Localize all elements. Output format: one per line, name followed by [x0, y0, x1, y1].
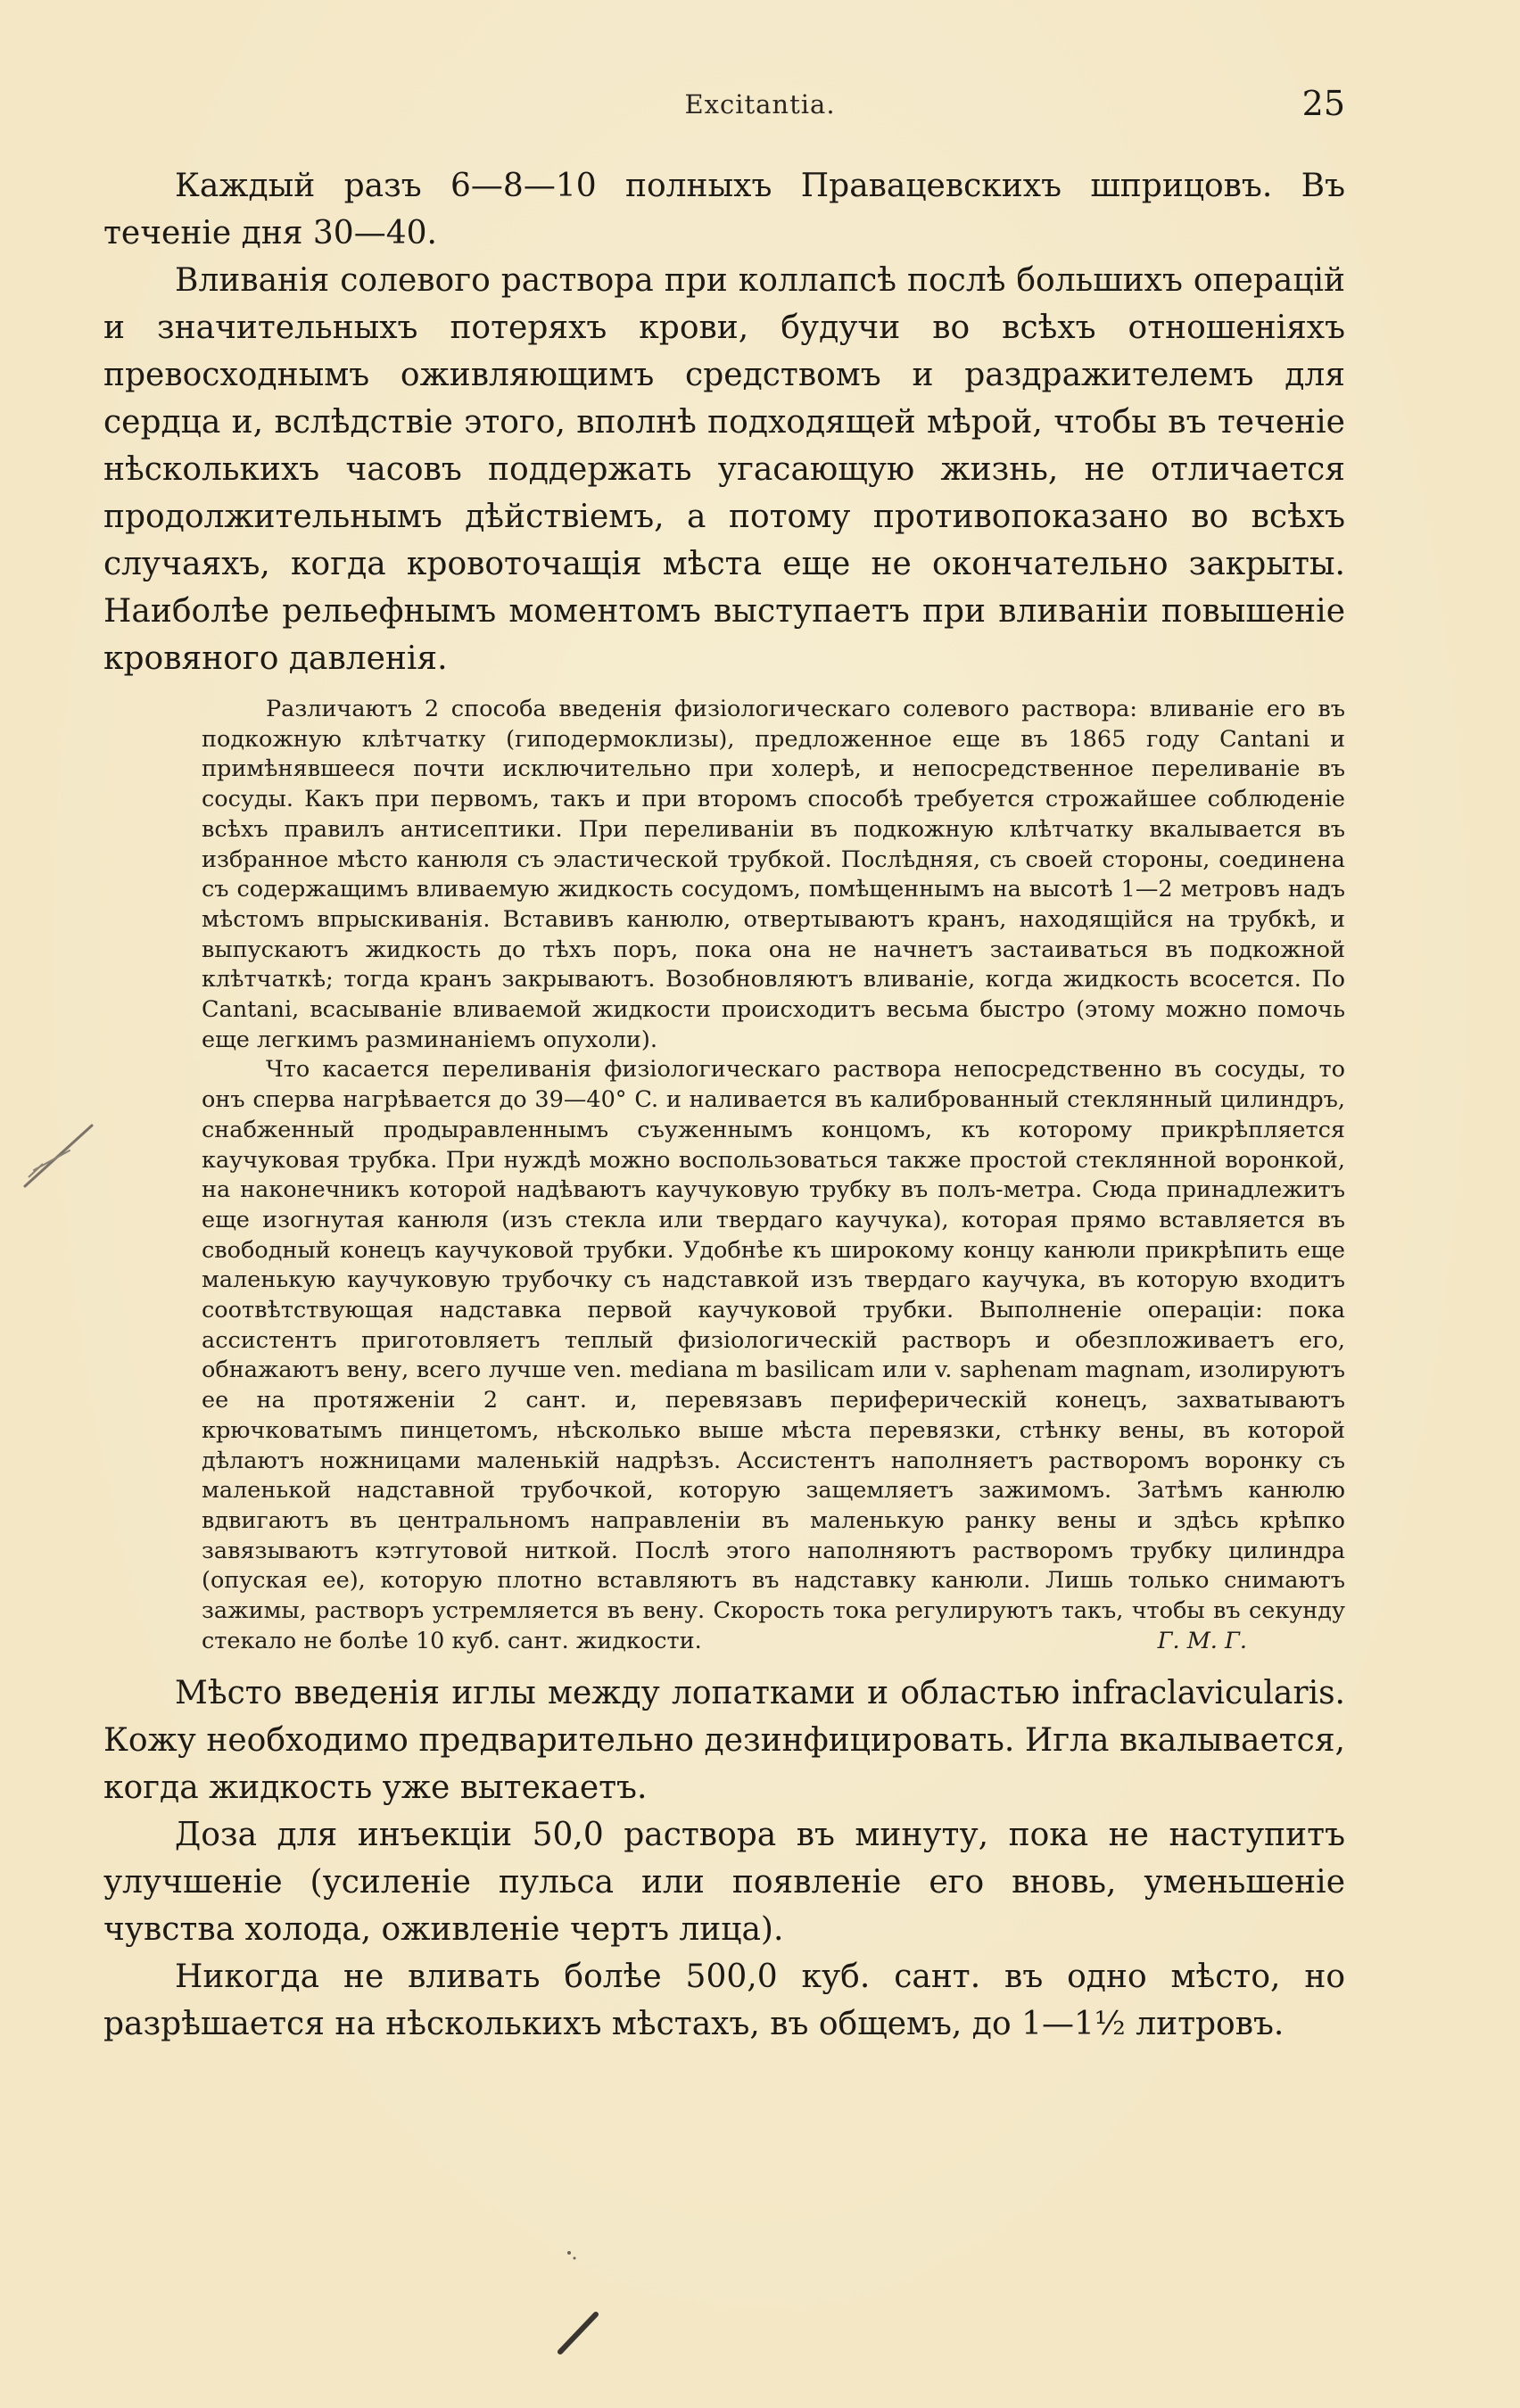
small-paragraph-transfusion [202, 1055, 1345, 1656]
main-text-after [103, 1670, 1345, 2048]
paragraph-saline-infusion: Вливанія солевого раствора при коллапсѣ послѣ большихъ операцій и значительныхъ потеряхъ крови, будучи во всѣхъ отношеніяхъ превосходнымъ оживляющимъ средствомъ и раздражителемъ для сердца и, вслѣдствіе этого, вполнѣ подходящей мѣрой, чтобы въ теченіе нѣсколькихъ часовъ поддержать угасающую жизнь, не отличается продолжительнымъ дѣйствіемъ, а потому противопоказано во всѣхъ случаяхъ, когда кровоточащія мѣста еще не окончательно закрыты. Наиболѣе рельефнымъ моментомъ выступаетъ при вливаніи повышеніе кровяного давленія. [103, 262, 1345, 677]
page-number: 25 [1301, 84, 1345, 123]
paragraph-dose: Доза для инъекціи 50,0 раствора въ минуту, пока не наступитъ улучшеніе (усиленіе пульса или появленіе его вновь, уменьшеніе чувства холода, оживленіе чертъ лица). [103, 1816, 1345, 1948]
small-paragraph-methods: Различаютъ 2 способа введенія физіологическаго солевого раствора: вливаніе его въ подкожную клѣтчатку (гиподермоклизы), предложенное еще въ 1865 году Cantani и примѣнявшееся почти исключительно при холерѣ, и непосредственное переливаніе въ сосуды. Какъ при первомъ, такъ и при второмъ способѣ требуется строжайшее соблюденіе всѣхъ правилъ антисептики. При переливаніи въ подкожную клѣтчатку вкалывается въ избранное мѣсто канюля съ эластической трубкой. Послѣдняя, съ своей стороны, соединена съ содержащимъ вливаемую жидкость сосудомъ, помѣщеннымъ на высотѣ 1—2 метровъ надъ мѣстомъ впрыскиванія. Вставивъ канюлю, отвертываютъ кранъ, находящійся на трубкѣ, и выпускаютъ жидкость до тѣхъ поръ, пока она не начнетъ застаиваться въ подкожной клѣтчаткѣ; тогда кранъ закрываютъ. Возобновляютъ вливаніе, когда жидкость всосется. По Cantani, всасываніе вливаемой жидкости происходитъ весьма быстро (этому можно помочь еще легкимъ разминаніемъ опухоли). [202, 696, 1345, 1053]
paragraph-syringes: Каждый разъ 6—8—10 полныхъ Правацевскихъ шприцовъ. Въ теченіе дня 30—40. [103, 168, 1345, 252]
running-head [0, 84, 1520, 134]
running-head-title: Excitantia. [684, 89, 836, 120]
paragraph-injection-site: Мѣсто введенія иглы между лопатками и областью infraclavicularis. Кожу необходимо предварительно дезинфицировать. Игла вкалывается, когда жидкость уже вытекаетъ. [103, 1674, 1345, 1806]
ink-stroke-icon [553, 2305, 607, 2359]
main-text [103, 162, 1345, 2048]
author-signature: Г. М. Г. [1157, 1627, 1247, 1654]
small-paragraph-transfusion-text: Что касается переливанія физіологическаго раствора непосредственно въ сосуды, то онъ сперва нагрѣвается до 39—40° C. и наливается въ калиброванный стеклянный цилиндръ, снабженный продыравленнымъ съуженнымъ концомъ, къ которому прикрѣпляется каучуковая трубка. При нуждѣ можно воспользоваться также простой стеклянной воронкой, на наконечникъ которой надѣваютъ каучуковую трубку въ полъ-метра. Сюда принадлежитъ еще изогнутая канюля (изъ стекла или твердаго каучука), которая прямо вставляется въ свободный конецъ каучуковой трубки. Удобнѣе къ широкому концу канюли прикрѣпить еще маленькую каучуковую трубочку съ надставкой изъ твердаго каучука, въ которую входитъ соотвѣтствующая надставка первой каучуковой трубки. Выполненіе операціи: пока ассистентъ приготовляетъ теплый физіологическій растворъ и обезпложиваетъ его, обнажаютъ вену, всего лучше ven. mediana m basilicam или v. saphenam magnam, изолируютъ ее на протяженіи 2 сант. и, перевязавъ периферическій конецъ, захватываютъ крючковатымъ пинцетомъ, нѣсколько выше мѣста перевязки, стѣнку вены, въ которой дѣлаютъ ножницами маленькій надрѣзъ. Ассистентъ наполняетъ растворомъ воронку съ маленькой надставной трубочкой, которую защемляетъ зажимомъ. Затѣмъ канюлю вдвигаютъ въ центральномъ направленіи въ маленькую ранку вены и здѣсь крѣпко завязываютъ кэтгутовой ниткой. Послѣ этого наполняютъ растворомъ трубку цилиндра (опуская ее), которую плотно вставляютъ въ надставку канюли. Лишь только снимаютъ зажимы, растворъ устремляется въ вену. Скорость тока регулируютъ такъ, чтобы въ секунду стекало не болѣе 10 куб. сант. жидкости. [202, 1056, 1345, 1654]
ink-speck-icon [564, 2247, 582, 2265]
paragraph-max-volume: Никогда не вливать болѣе 500,0 куб. сант. въ одно мѣсто, но разрѣшается на нѣсколькихъ мѣстахъ, въ общемъ, до 1—1½ литровъ. [103, 1958, 1345, 2042]
small-print-section [202, 695, 1345, 1657]
pencil-mark-icon [16, 1115, 105, 1195]
